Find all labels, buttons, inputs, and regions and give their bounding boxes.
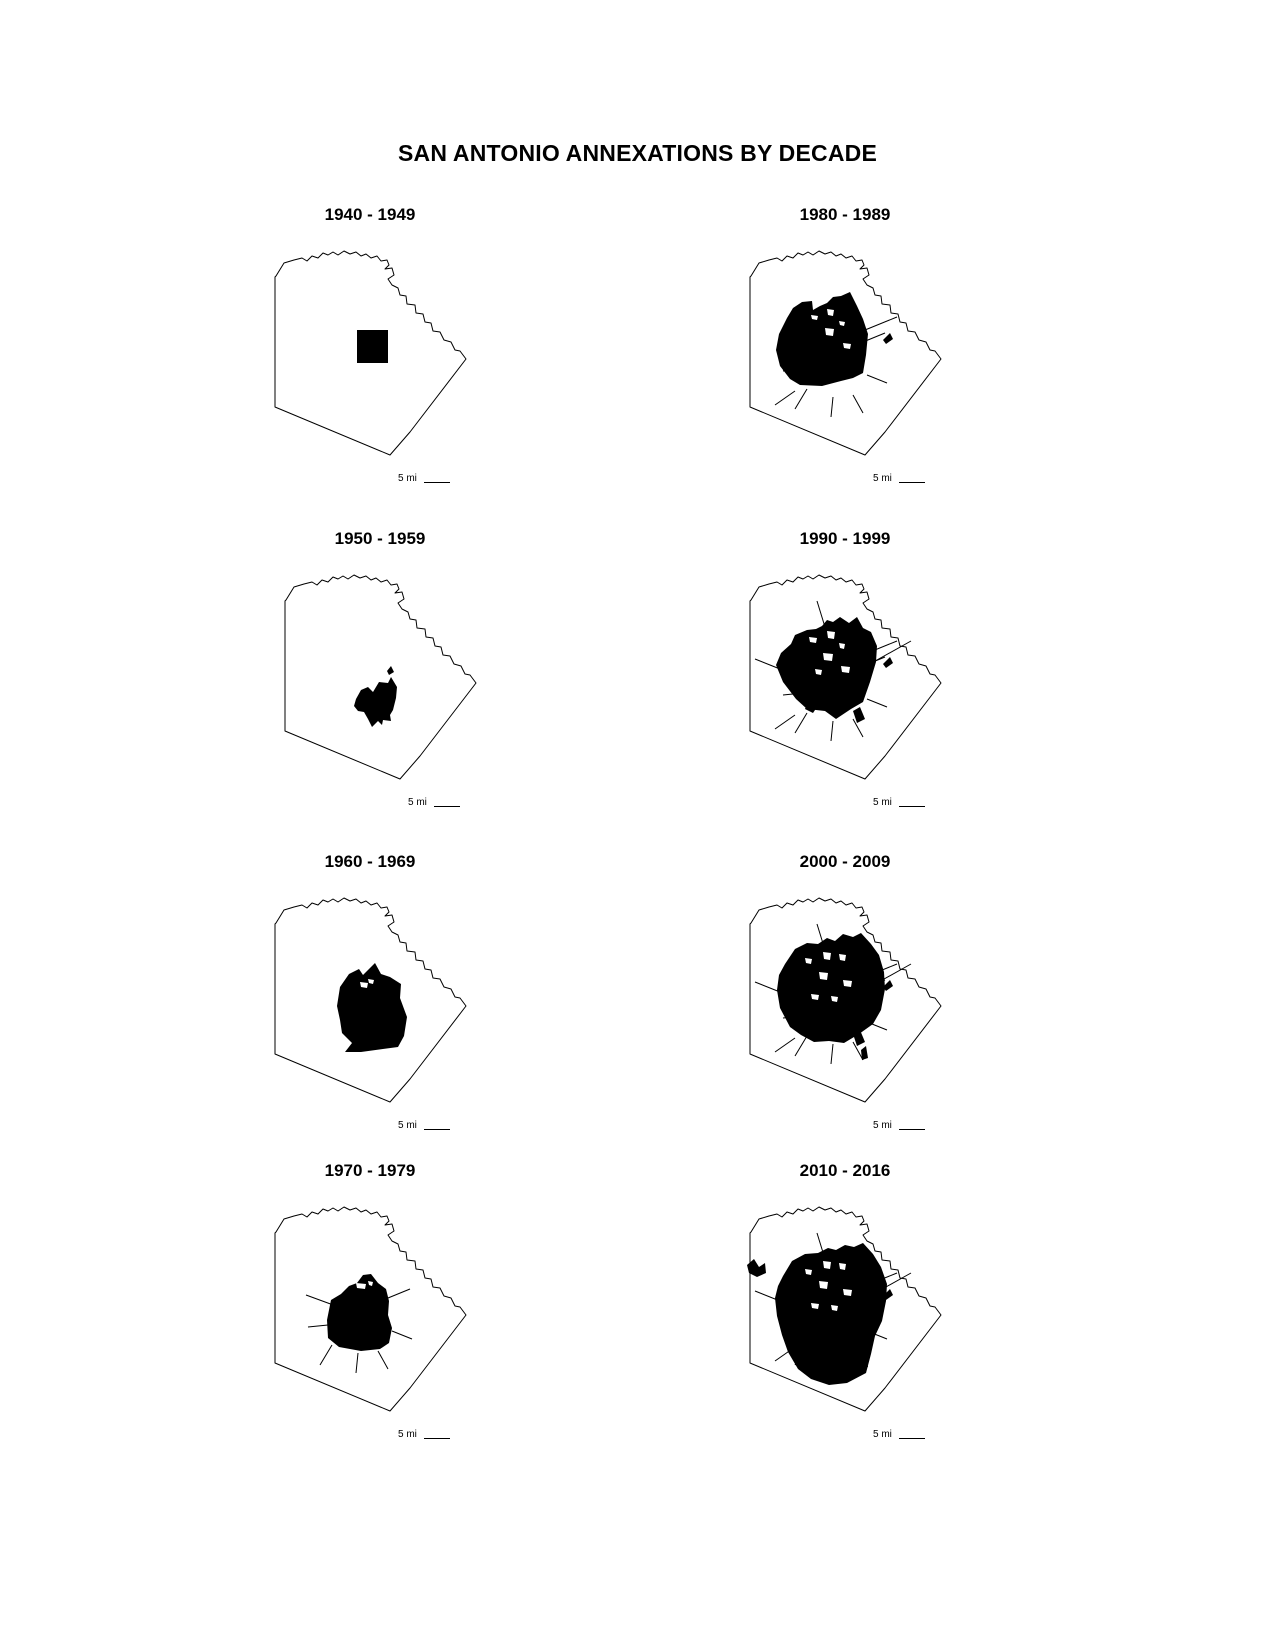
unincorporated-enclave (825, 328, 834, 336)
page-title: SAN ANTONIO ANNEXATIONS BY DECADE (398, 140, 877, 166)
annexation-corridor (853, 395, 863, 413)
county-map (735, 571, 965, 801)
annexation-corridor (817, 601, 825, 627)
annexation-corridor (795, 713, 807, 733)
unincorporated-enclave (827, 309, 834, 316)
unincorporated-enclave (839, 1263, 846, 1270)
panel-label: 2010 - 2016 (799, 1161, 891, 1180)
annexation-corridor (308, 1325, 328, 1327)
unincorporated-enclave (827, 631, 835, 639)
annexed-island (861, 1046, 868, 1060)
unincorporated-enclave (819, 1281, 828, 1289)
scale-label: 5 mi (398, 1120, 417, 1131)
annexed-area (775, 1243, 887, 1385)
annexed-island (883, 657, 893, 668)
scale-line (899, 1129, 925, 1130)
scale-label: 5 mi (398, 473, 417, 484)
panel-label: 1970 - 1979 (324, 1161, 416, 1180)
annexed-island (387, 666, 394, 675)
unincorporated-enclave (819, 972, 828, 980)
unincorporated-enclave (823, 952, 831, 960)
county-map (260, 1203, 490, 1433)
annexation-corridor (795, 1036, 807, 1056)
annexed-island (853, 707, 865, 723)
scale-label: 5 mi (873, 1120, 892, 1131)
panel-label: 1950 - 1959 (334, 529, 426, 548)
scale-label: 5 mi (873, 797, 892, 808)
annexed-area (777, 933, 885, 1043)
annexation-corridor (795, 389, 807, 409)
scale-bar (873, 1120, 963, 1134)
map-panel-1950-1959 (250, 529, 510, 829)
panel-label: 1960 - 1969 (324, 852, 416, 871)
map-panel-1970-1979 (240, 1161, 500, 1461)
scale-bar (398, 1429, 488, 1443)
annexed-island (883, 333, 893, 344)
county-map (270, 571, 500, 801)
panel-label: 1940 - 1949 (324, 205, 416, 224)
annexation-corridor (867, 375, 887, 383)
annexation-corridor (831, 721, 833, 741)
annexation-corridor (831, 397, 833, 417)
unincorporated-enclave (823, 1261, 831, 1269)
panel-label: 1990 - 1999 (799, 529, 891, 548)
annexation-corridor (775, 391, 795, 405)
unincorporated-enclave (843, 1289, 852, 1296)
annexation-corridor (320, 1345, 332, 1365)
annexation-corridor (867, 699, 887, 707)
scale-label: 5 mi (873, 1429, 892, 1440)
annexation-corridor (775, 715, 795, 729)
scale-line (899, 482, 925, 483)
map-panel-2010-2016 (715, 1161, 975, 1461)
annexation-corridor (388, 1289, 410, 1298)
map-panel-1960-1969 (240, 852, 500, 1152)
annexed-area (357, 330, 388, 363)
unincorporated-enclave (839, 954, 846, 961)
county-boundary (285, 575, 476, 779)
scale-line (424, 1129, 450, 1130)
scale-label: 5 mi (398, 1429, 417, 1440)
unincorporated-enclave (841, 666, 850, 673)
scale-bar (408, 797, 498, 811)
annexation-corridor (378, 1351, 388, 1369)
annexation-corridor (865, 317, 897, 330)
unincorporated-enclave (843, 980, 852, 987)
county-map (735, 1203, 965, 1433)
county-map (260, 247, 490, 477)
map-panel-2000-2009 (715, 852, 975, 1152)
map-panel-1980-1989 (715, 205, 975, 505)
annexation-corridor (831, 1044, 833, 1064)
scale-bar (398, 1120, 488, 1134)
annexed-area (354, 677, 397, 727)
annexation-corridor (775, 1038, 795, 1052)
scale-line (424, 482, 450, 483)
scale-bar (873, 797, 963, 811)
annexation-corridor (392, 1331, 412, 1339)
scale-bar (873, 1429, 963, 1443)
county-map (735, 247, 965, 477)
panel-label: 2000 - 2009 (799, 852, 891, 871)
annexed-area (776, 617, 877, 719)
unincorporated-enclave (823, 653, 833, 661)
annexed-area (337, 963, 407, 1052)
scale-line (434, 806, 460, 807)
scale-label: 5 mi (408, 797, 427, 808)
annexed-area (776, 292, 868, 386)
scale-line (424, 1438, 450, 1439)
scale-line (899, 1438, 925, 1439)
county-map (735, 894, 965, 1124)
county-map (260, 894, 490, 1124)
scale-bar (873, 473, 963, 487)
scale-label: 5 mi (873, 473, 892, 484)
annexation-corridor (356, 1353, 358, 1373)
scale-bar (398, 473, 488, 487)
map-panel-1940-1949 (240, 205, 500, 505)
panel-label: 1980 - 1989 (799, 205, 891, 224)
map-panel-1990-1999 (715, 529, 975, 829)
scale-line (899, 806, 925, 807)
